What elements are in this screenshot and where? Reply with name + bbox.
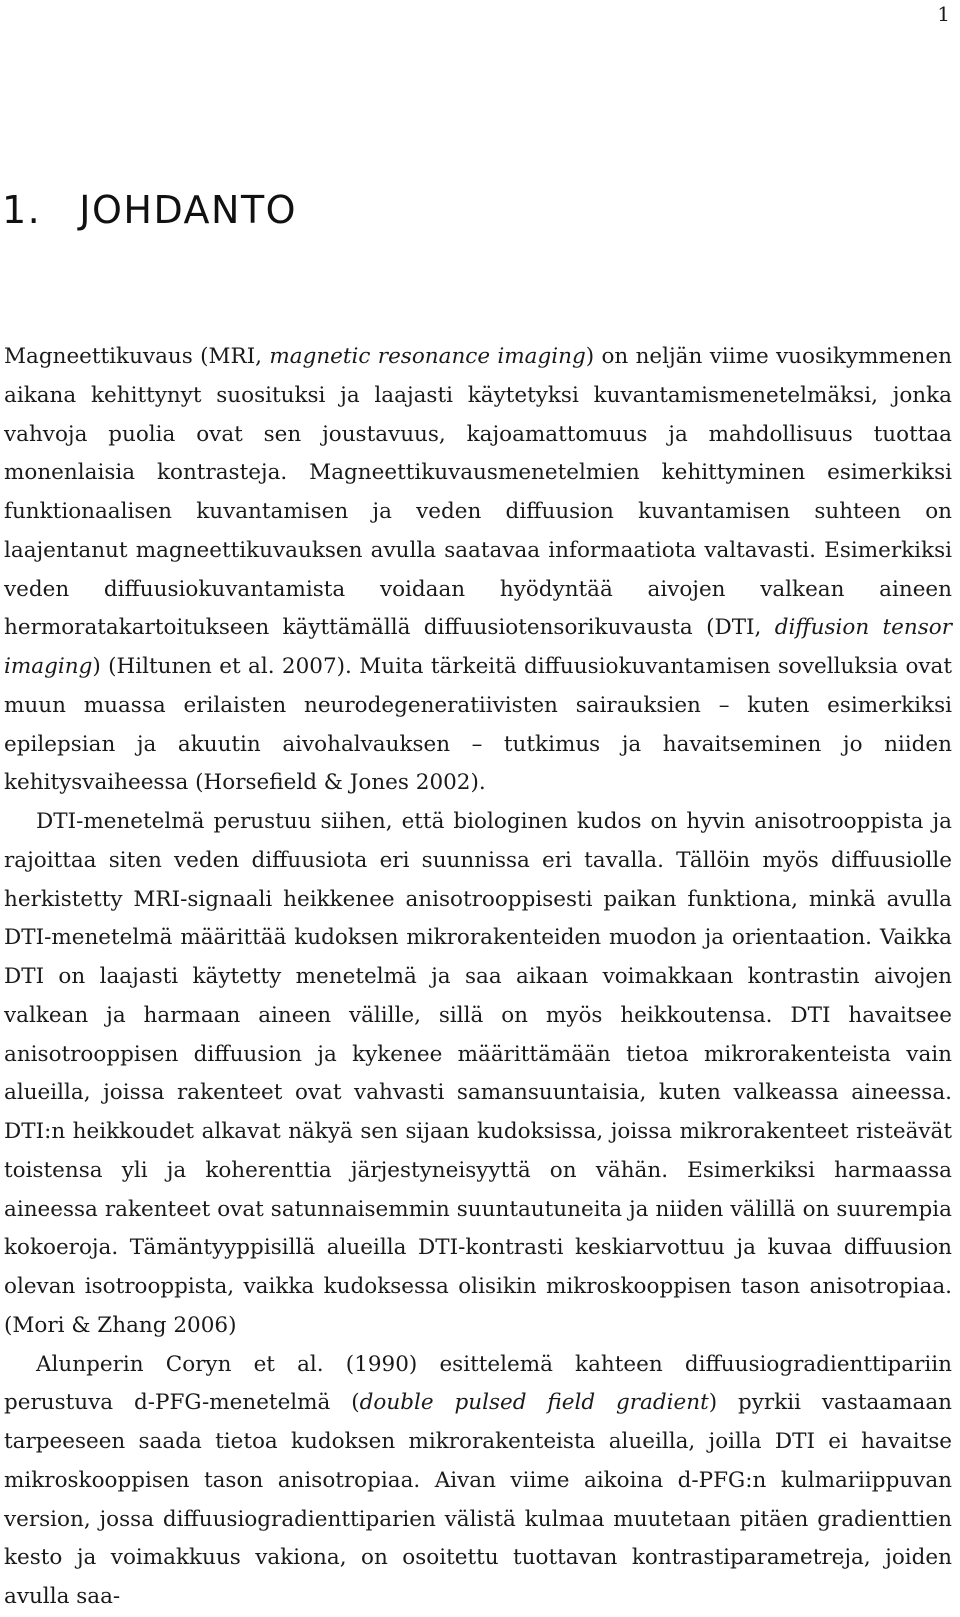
chapter-number: 1.	[2, 188, 42, 232]
body-text	[4, 338, 952, 1617]
chapter-heading	[2, 188, 297, 232]
text-segment: Magneettikuvaus (MRI,	[4, 344, 270, 369]
text-segment: DTI-menetelmä perustuu siihen, että biologinen kudos on hyvin anisotrooppista ja rajoittaa siten veden diffuusiota eri suunnissa eri tavalla. Tällöin myös diffuusiolle herkistetty MRI-signaali heikkenee anisotrooppisesti paikan funktiona, minkä avulla DTI-menetelmä määrittää kudoksen mikrorakenteiden muodon ja orientaation. Vaikka DTI on laajasti käytetty menetelmä ja saa aikaan voimakkaan kontrastin aivojen valkean ja harmaan aineen välille, sillä on myös heikkoutensa. DTI havaitsee anisotrooppisen diffuusion ja kykenee määrittämään tietoa mikrorakenteista vain alueilla, joissa rakenteet ovat vahvasti samansuuntaisia, kuten valkeassa aineessa. DTI:n heikkoudet alkavat näkyä sen sijaan kudoksissa, joissa mikrorakenteet risteävät toistensa yli ja koherenttia järjestyneisyyttä on vähän. Esimerkiksi harmaassa aineessa rakenteet ovat satunnaisemmin suuntautuneita ja niiden välillä on suurempia kokoeroja. Tämäntyyppisillä alueilla DTI-kontrasti keskiarvottuu ja kuvaa diffuusion olevan isotrooppista, vaikka kudoksessa olisikin mikroskooppisen tason anisotropiaa. (Mori & Zhang 2006)	[4, 809, 952, 1338]
chapter-title: JOHDANTO	[79, 188, 298, 232]
text-segment-italic: magnetic resonance imaging	[269, 344, 586, 369]
page-number: 1	[937, 2, 950, 26]
text-segment: Alunperin Coryn et al. (1990) esittelemä kahteen diffuusiogradienttipariin perustuva d-PFG-menetelmä (	[4, 1351, 952, 1416]
text-segment-italic: diffusion tensor imaging	[4, 615, 952, 679]
text-segment: ) pyrkii vastaamaan tarpeeseen saada tietoa kudoksen mikrorakenteista alueilla, joilla DTI ei havaitse mikroskooppisen tason anisotropiaa. Aivan viime aikoina d-PFG:n kulmariippuvan version, jossa diffuusiogradienttiparien välistä kulmaa muutetaan pitäen gradienttien kesto ja voimakkuus vakiona, on osoitettu tuottavan kontrastiparametreja, joiden avulla saa-	[4, 1390, 953, 1609]
paragraph	[4, 1346, 952, 1617]
text-segment: ) on neljän viime vuosikymmenen aikana kehittynyt suosituksi ja laajasti käytetyksi kuvantamismenetelmäksi, jonka vahvoja puolia ovat sen joustavuus, kajoamattomuus ja mahdollisuus tuottaa monenlaisia kontrasteja. Magneettikuvausmenetelmien kehittyminen esimerkiksi funktionaalisen kuvantamisen ja veden diffuusion kuvantamisen suhteen on laajentanut magneettikuvauksen avulla saatavaa informaatiota valtavasti. Esimerkiksi veden diffuusiokuvantamista voidaan hyödyntää aivojen valkean aineen hermoratakartoitukseen käyttämällä diffuusiotensorikuvausta (DTI,	[4, 344, 952, 641]
text-segment-italic: double pulsed field gradient	[359, 1390, 709, 1416]
paragraph	[4, 338, 952, 803]
text-segment: ) (Hiltunen et al. 2007). Muita tärkeitä diffuusiokuvantamisen sovelluksia ovat muun muassa erilaisten neurodegeneratiivisten sairauksien – kuten esimerkiksi epilepsian ja akuutin aivohalvauksen – tutkimus ja havaitseminen jo niiden kehitysvaiheessa (Horsefield & Jones 2002).	[4, 654, 952, 796]
paragraph	[4, 803, 952, 1346]
